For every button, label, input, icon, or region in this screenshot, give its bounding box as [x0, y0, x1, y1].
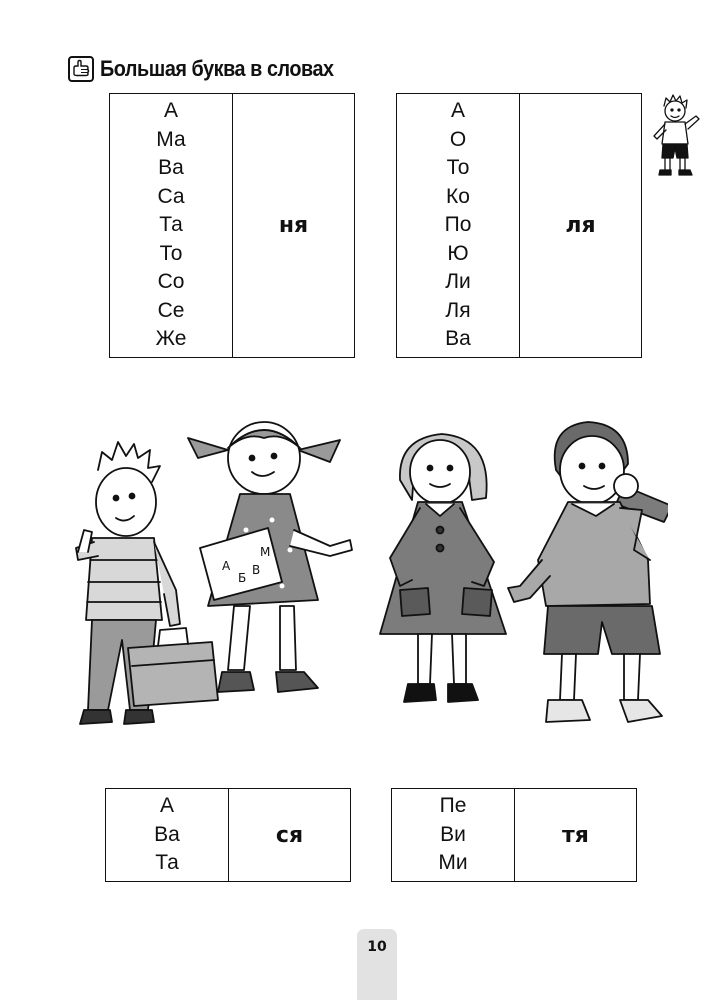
svg-text:А: А: [222, 559, 231, 573]
syllable-prefix: Ко: [446, 184, 470, 208]
syllable-prefix: Та: [155, 851, 179, 875]
syllable-prefix: Пе: [439, 794, 467, 818]
syllable-prefix: О: [449, 127, 467, 151]
four-children-illustration: [68, 410, 668, 750]
syllable-prefix: Са: [157, 184, 185, 208]
svg-text:Б: Б: [238, 571, 247, 585]
small-boy-illustration: [646, 92, 706, 180]
syllable-prefix: Ва: [158, 156, 184, 180]
prefix-column: [110, 94, 233, 357]
svg-text:В: В: [252, 563, 261, 577]
syllable-prefix: А: [159, 794, 174, 818]
syllable-prefix: Ми: [438, 851, 468, 875]
syllable-prefix: То: [446, 156, 470, 180]
syllable-prefix: Ли: [445, 270, 471, 294]
syllable-table-tya: [391, 788, 637, 882]
syllable-prefix: Ма: [156, 127, 186, 151]
hand-pointing-icon: [68, 56, 94, 82]
girl-in-dress: [380, 434, 506, 702]
syllable-prefix: То: [159, 241, 183, 265]
syllable-prefix: Же: [155, 327, 187, 351]
syllable-prefix: Ва: [445, 327, 471, 351]
prefix-column: [106, 789, 229, 881]
syllable-prefix: Се: [157, 298, 185, 322]
page-number: 10: [367, 939, 387, 955]
syllable-prefix: Ва: [154, 822, 180, 846]
page-number-tab: [357, 929, 397, 1000]
syllable-table-sya: [105, 788, 351, 882]
syllable-prefix: По: [444, 213, 472, 237]
suffix-column: [229, 789, 350, 881]
syllable-table-nya: [109, 93, 355, 358]
prefix-column: [392, 789, 515, 881]
syllable-prefix: А: [450, 99, 465, 123]
syllable-prefix: Та: [159, 213, 183, 237]
syllable-prefix: Ви: [440, 822, 466, 846]
prefix-column: [397, 94, 520, 357]
syllable-prefix: Ля: [445, 298, 471, 322]
syllable-table-lya: [396, 93, 642, 358]
suffix-column: [233, 94, 354, 357]
page-title: Большая буква в словах: [100, 56, 334, 81]
boy-with-ice-cream: [508, 422, 668, 722]
syllable-suffix: тя: [562, 822, 589, 848]
suffix-column: [515, 789, 636, 881]
section-header: [68, 54, 360, 84]
syllable-prefix: Со: [157, 270, 185, 294]
boy-with-briefcase: [76, 442, 218, 724]
syllable-suffix: ня: [278, 213, 309, 238]
syllable-prefix: А: [163, 99, 178, 123]
svg-text:М: М: [260, 545, 271, 559]
syllable-prefix: Ю: [447, 241, 469, 265]
syllable-suffix: ся: [275, 822, 304, 848]
suffix-column: [520, 94, 641, 357]
syllable-suffix: ля: [565, 213, 596, 238]
